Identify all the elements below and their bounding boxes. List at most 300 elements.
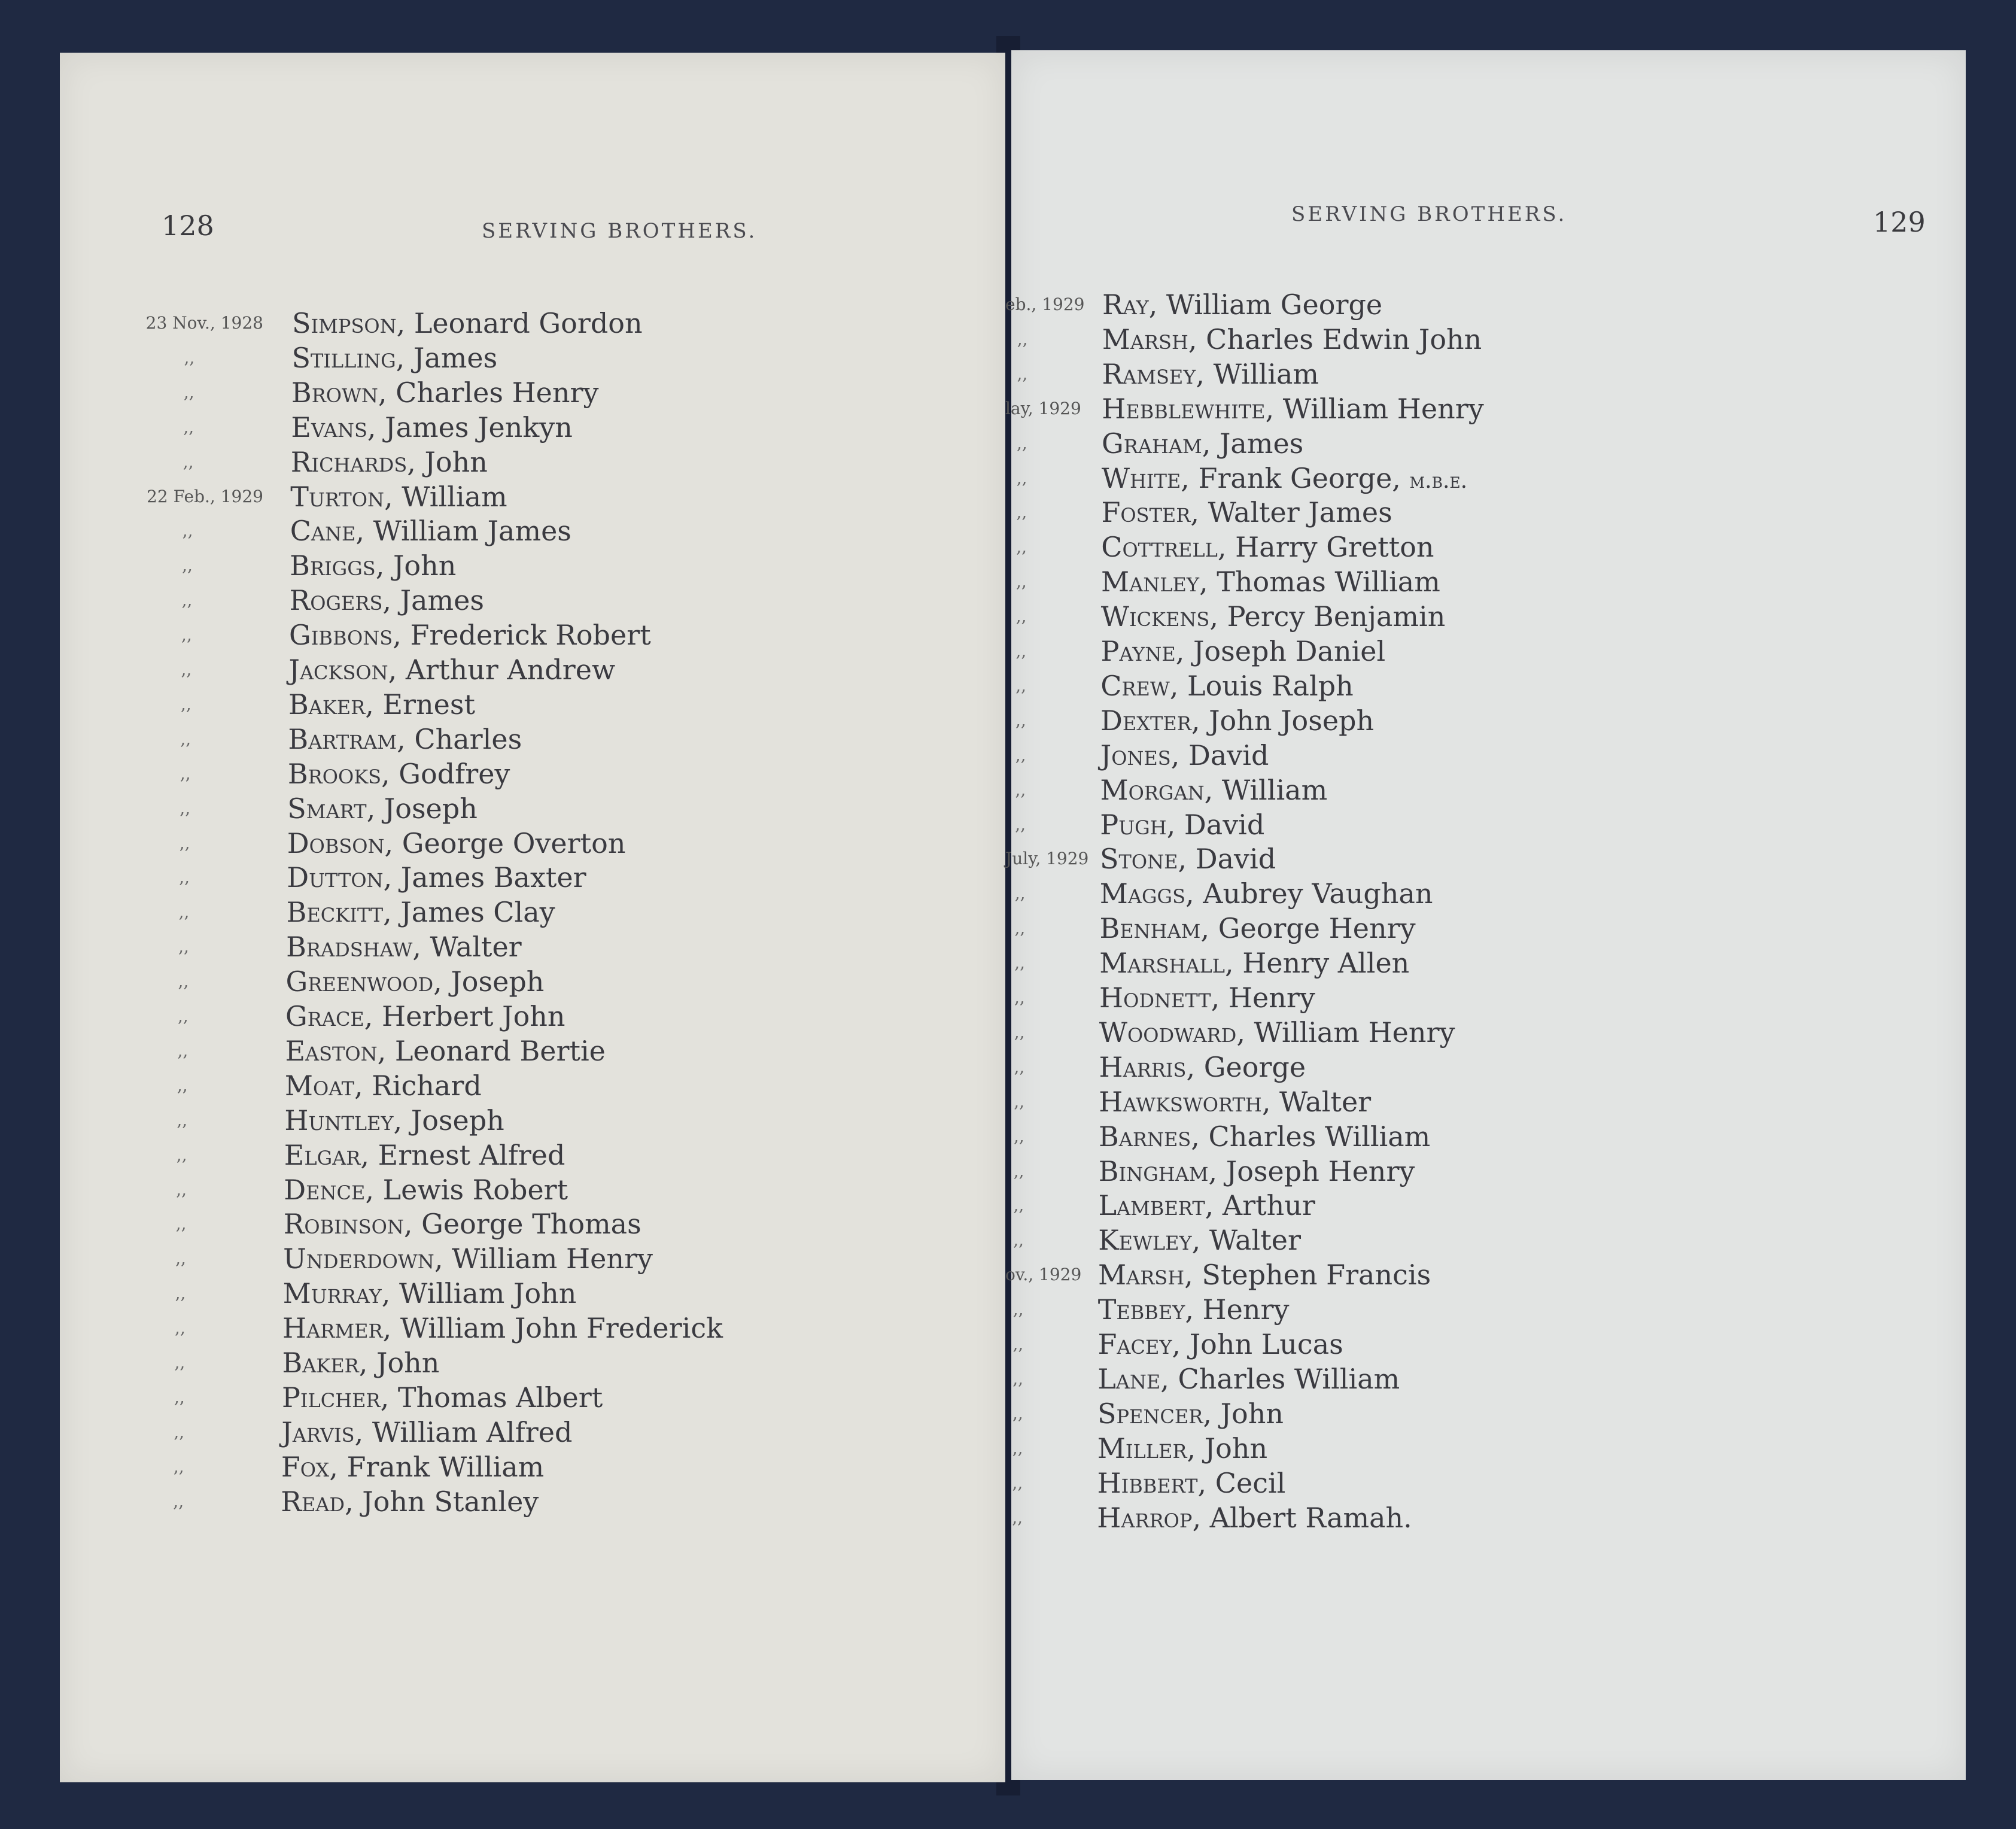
given-names: , William James (355, 515, 571, 548)
ditto-mark: ,, (1012, 1507, 1023, 1527)
surname: Dobson (287, 827, 385, 859)
surname: Baker (282, 1347, 359, 1379)
member-name (1100, 738, 1269, 773)
surname: Harris (1099, 1050, 1187, 1083)
surname: Brooks (287, 757, 382, 790)
given-names: , Louis Ralph (1169, 669, 1354, 702)
surname: Payne (1100, 635, 1176, 667)
list-item (60, 1345, 957, 1380)
surname: Read (281, 1485, 345, 1518)
surname: Rogers (289, 584, 383, 617)
given-names: , James (1202, 427, 1304, 460)
given-names: , Stephen Francis (1184, 1259, 1431, 1292)
surname: Jarvis (281, 1415, 355, 1448)
member-name (1097, 1431, 1267, 1466)
given-names: , William John (381, 1277, 577, 1310)
ditto-mark: ,, (1017, 329, 1028, 349)
ditto-mark: ,, (180, 798, 191, 818)
given-names: , David (1178, 843, 1276, 876)
ditto-mark: ,, (1014, 1056, 1025, 1077)
given-names: , Henry Allen (1225, 947, 1410, 980)
list-item (1005, 1257, 1909, 1292)
ditto-mark: ,, (1012, 1472, 1023, 1493)
surname: Stone (1100, 843, 1178, 876)
given-names: , David (1166, 808, 1265, 841)
given-names: , Leonard Bertie (377, 1034, 606, 1067)
ditto-mark: ,, (1016, 537, 1027, 557)
member-name (281, 1415, 572, 1450)
list-item (60, 1380, 957, 1415)
entry-date: ov., 1929 (1005, 1265, 1082, 1285)
member-name (287, 791, 478, 826)
ditto-mark: ,, (173, 1456, 184, 1476)
given-names: , Albert Ramah. (1192, 1501, 1412, 1534)
member-name (290, 548, 456, 583)
member-name (284, 1138, 565, 1172)
list-item (60, 1138, 957, 1172)
member-name (281, 1484, 539, 1519)
list-item (60, 1068, 957, 1103)
member-name (1099, 1119, 1430, 1154)
list-item (1011, 322, 1909, 357)
list-item (60, 375, 957, 410)
list-item (60, 895, 957, 929)
member-name (1102, 322, 1482, 357)
member-name (291, 445, 488, 479)
given-names: , James (396, 341, 498, 374)
ditto-mark: ,, (175, 1318, 186, 1338)
surname: Foster (1101, 496, 1191, 529)
given-names: , Thomas William (1199, 566, 1440, 598)
member-name (1100, 876, 1433, 911)
surname: Kewley (1098, 1224, 1192, 1257)
member-name (288, 722, 522, 756)
list-item (60, 514, 957, 548)
given-names: , Walter (412, 931, 522, 964)
surname: Greenwood (285, 965, 434, 998)
member-name (288, 756, 510, 791)
list-item (1011, 738, 1909, 773)
list-item (60, 687, 957, 722)
member-name (286, 929, 522, 964)
given-names: , William Henry (1265, 392, 1484, 425)
ditto-mark: ,, (177, 1075, 188, 1095)
member-name (1102, 357, 1319, 391)
member-name (287, 860, 586, 895)
member-name (1097, 1500, 1412, 1535)
ditto-mark: ,, (1012, 1299, 1024, 1320)
list-item (1011, 1500, 1909, 1535)
member-name (1102, 391, 1483, 426)
list-item (1011, 357, 1909, 391)
surname: Fox (281, 1450, 330, 1483)
list-item (60, 860, 957, 895)
given-names: , Walter (1261, 1085, 1372, 1118)
given-names: , Harry Gretton (1217, 531, 1434, 564)
given-names: , Walter James (1190, 496, 1392, 529)
given-names: , Arthur Andrew (388, 654, 616, 686)
given-names: , George Overton (384, 827, 626, 859)
list-item (60, 652, 957, 687)
given-names: , John Joseph (1191, 704, 1375, 737)
given-names: , David (1170, 739, 1269, 771)
ditto-mark: ,, (1012, 1403, 1023, 1423)
given-names: , John Stanley (345, 1485, 539, 1518)
ditto-mark: ,, (175, 1283, 186, 1304)
surname: Turton (290, 480, 385, 513)
surname: Graham (1102, 427, 1202, 460)
list-item (60, 1276, 957, 1311)
surname: Marsh (1102, 323, 1188, 356)
member-name (1097, 1466, 1286, 1500)
member-name (282, 1380, 603, 1415)
list-item (1011, 599, 1909, 634)
surname: Marshall (1099, 947, 1225, 980)
list-item (60, 479, 957, 514)
surname: Pugh (1100, 808, 1167, 841)
member-name (1100, 703, 1374, 738)
list-item (60, 929, 957, 964)
surname: Wickens (1100, 600, 1210, 633)
list-item (60, 1103, 957, 1138)
member-name (282, 1345, 440, 1380)
given-names: , Godfrey (381, 757, 510, 790)
member-name (291, 341, 497, 375)
given-names: , Frank William (329, 1450, 545, 1483)
member-name (283, 1276, 577, 1311)
list-item (1011, 1223, 1909, 1257)
ditto-mark: ,, (1015, 606, 1027, 627)
ditto-mark: ,, (181, 590, 193, 610)
surname: Tebbey (1097, 1293, 1185, 1326)
ditto-mark: ,, (1012, 1438, 1023, 1458)
list-item (60, 1207, 957, 1241)
surname: Grace (285, 1000, 364, 1032)
member-name (289, 652, 616, 687)
given-names: , William (1204, 773, 1328, 806)
surname: Simpson (292, 307, 397, 339)
surname: Lambert (1098, 1189, 1205, 1222)
ditto-mark: ,, (184, 347, 195, 367)
given-names: , Joseph (393, 1104, 504, 1137)
list-item (60, 583, 957, 618)
given-names: , William Henry (1236, 1016, 1455, 1049)
member-name (1101, 530, 1434, 564)
ditto-mark: ,, (178, 971, 189, 992)
ditto-mark: ,, (183, 451, 194, 472)
list-item (1011, 564, 1909, 599)
member-name (1101, 634, 1386, 669)
list-item (1005, 391, 1909, 426)
ditto-mark: ,, (182, 555, 193, 576)
list-item (60, 1172, 957, 1207)
member-name (290, 479, 507, 514)
list-item (1011, 946, 1909, 980)
ditto-mark: ,, (179, 867, 190, 888)
surname: Moat (284, 1069, 354, 1102)
given-names: , William George (1148, 288, 1383, 321)
ditto-mark: ,, (178, 902, 190, 922)
member-name (1099, 1050, 1306, 1084)
member-name (1101, 599, 1446, 634)
surname: Harmer (282, 1312, 383, 1345)
list-item (1005, 287, 1909, 322)
surname: Cane (290, 515, 356, 548)
given-names: , Joseph Henry (1208, 1154, 1415, 1187)
surname: Hibbert (1097, 1466, 1198, 1499)
given-names: , Richard (354, 1069, 482, 1102)
given-names: , James Baxter (383, 861, 586, 894)
left-page (60, 53, 1005, 1782)
list-item (60, 618, 957, 652)
surname: Ramsey (1102, 357, 1196, 390)
list-item (1011, 980, 1909, 1015)
ditto-mark: ,, (1015, 814, 1026, 834)
ditto-mark: ,, (183, 382, 194, 402)
list-item (1011, 1188, 1909, 1223)
member-name (1100, 807, 1264, 842)
surname: Stilling (291, 341, 396, 374)
ditto-mark: ,, (1012, 1334, 1024, 1354)
given-names: , Henry (1185, 1293, 1290, 1326)
ditto-mark: ,, (1015, 641, 1027, 661)
surname: Barnes (1099, 1120, 1191, 1153)
list-item (60, 964, 957, 999)
surname: Dutton (287, 861, 384, 894)
member-name (1099, 1154, 1415, 1189)
surname: Crew (1100, 669, 1170, 702)
ditto-mark: ,, (180, 728, 191, 749)
member-name (1102, 287, 1382, 322)
surname: Hodnett (1099, 982, 1211, 1014)
surname: Gibbons (289, 619, 393, 652)
given-names: , Lewis Robert (365, 1173, 568, 1206)
member-name (284, 1172, 568, 1207)
ditto-mark: ,, (1013, 1195, 1024, 1216)
member-name (283, 1241, 653, 1276)
list-item (60, 1034, 957, 1068)
ditto-mark: ,, (177, 1110, 188, 1130)
list-item (1011, 1154, 1909, 1189)
list-item (1011, 1050, 1909, 1084)
surname: Woodward (1099, 1016, 1237, 1049)
list-item (1011, 911, 1909, 946)
list-item (60, 756, 957, 791)
ditto-mark: ,, (1014, 1126, 1024, 1146)
member-name (1102, 461, 1467, 499)
ditto-mark: ,, (1012, 1368, 1024, 1389)
surname: Huntley (284, 1104, 394, 1137)
given-names: , Ernest (365, 688, 475, 721)
list-item (1011, 876, 1909, 911)
surname: Lane (1097, 1362, 1161, 1395)
ditto-mark: ,, (1015, 745, 1026, 765)
surname: Ray (1102, 288, 1149, 321)
list-item (1011, 1431, 1909, 1466)
member-name (1100, 669, 1354, 703)
surname: Briggs (290, 549, 376, 582)
surname: Beckitt (286, 896, 384, 929)
surname: Hawksworth (1099, 1085, 1262, 1118)
given-names: , William Henry (434, 1242, 653, 1275)
member-name (290, 583, 484, 618)
given-names: , William John Frederick (382, 1312, 723, 1345)
member-name (1097, 1396, 1284, 1431)
surname: Morgan (1100, 773, 1205, 806)
ditto-mark: ,, (1013, 1230, 1024, 1250)
member-name (285, 999, 565, 1034)
member-name (1102, 426, 1303, 461)
given-names: , Leonard Gordon (396, 307, 643, 339)
member-name (1098, 1223, 1301, 1257)
list-item (1011, 807, 1909, 842)
list-item (1011, 634, 1909, 669)
surname: Facey (1097, 1328, 1172, 1360)
surname: White (1101, 461, 1181, 494)
member-name (290, 514, 571, 548)
ditto-mark: ,, (1017, 433, 1027, 453)
list-item (60, 1311, 957, 1345)
ditto-mark: ,, (176, 1144, 187, 1165)
member-name (291, 410, 573, 445)
given-names: , Thomas Albert (380, 1381, 603, 1414)
surname: Baker (288, 688, 366, 721)
list-item (60, 1241, 957, 1276)
member-name (284, 1207, 641, 1241)
surname: Marsh (1098, 1259, 1185, 1292)
right-page (1005, 50, 1966, 1780)
surname: Bradshaw (286, 931, 413, 964)
list-item (1011, 1396, 1909, 1431)
member-name (1102, 495, 1392, 530)
list-item (1011, 426, 1909, 461)
ditto-mark: ,, (174, 1387, 185, 1407)
member-name (1098, 1292, 1290, 1327)
ditto-mark: ,, (180, 694, 191, 714)
surname: Robinson (283, 1208, 404, 1241)
given-names: , Charles William (1160, 1362, 1400, 1395)
member-name (1099, 980, 1315, 1015)
member-name (1097, 1362, 1400, 1396)
member-name (1099, 1015, 1455, 1050)
member-name (287, 895, 555, 929)
ditto-mark: ,, (1014, 1091, 1025, 1111)
list-item (60, 1415, 957, 1450)
member-name (288, 687, 475, 722)
surname: Harrop (1097, 1501, 1193, 1534)
ditto-mark: ,, (173, 1491, 184, 1511)
ditto-mark: ,, (176, 1179, 187, 1199)
surname: Richards (290, 445, 408, 478)
ditto-mark: ,, (181, 660, 192, 679)
ditto-mark: ,, (180, 763, 191, 783)
surname: Elgar (284, 1138, 361, 1171)
list-item (60, 548, 957, 583)
list-item (1011, 1084, 1909, 1119)
given-names: , George Henry (1200, 912, 1416, 945)
given-names: , Frank George, (1181, 461, 1410, 494)
surname: Miller (1097, 1432, 1187, 1465)
member-name (1100, 911, 1416, 946)
surname: Maggs (1099, 877, 1186, 910)
given-names: , Herbert John (364, 1000, 565, 1032)
list-item (1011, 669, 1909, 703)
ditto-mark: ,, (1016, 467, 1027, 488)
ditto-mark: ,, (174, 1421, 185, 1442)
list-item (1011, 1362, 1909, 1396)
entry-date: July, 1929 (1005, 849, 1089, 869)
ditto-mark: ,, (178, 1006, 188, 1026)
surname: Spencer (1097, 1397, 1203, 1430)
ditto-mark: ,, (1016, 572, 1027, 592)
ditto-mark: ,, (1015, 675, 1027, 695)
member-name (281, 1450, 544, 1484)
page-number: 129 (1873, 206, 1926, 238)
list-item (60, 306, 957, 341)
given-names: , John (375, 549, 457, 582)
given-names: , Percy Benjamin (1209, 600, 1446, 633)
list-item (60, 999, 957, 1034)
member-name (285, 1068, 482, 1103)
given-names: , John (358, 1347, 440, 1379)
member-name (285, 1034, 605, 1068)
surname: Easton (285, 1034, 378, 1067)
ditto-mark: ,, (1017, 363, 1028, 384)
ditto-mark: ,, (1016, 502, 1027, 522)
surname: Bartram (288, 722, 397, 755)
ditto-mark: ,, (177, 1040, 188, 1061)
list-item (1011, 1119, 1909, 1154)
ditto-mark: ,, (1014, 953, 1026, 973)
list-item (60, 826, 957, 861)
ditto-mark: ,, (1014, 988, 1025, 1007)
list-item (1011, 773, 1909, 807)
member-name (1099, 946, 1409, 980)
given-names: , Henry (1211, 982, 1315, 1014)
surname: Manley (1101, 566, 1199, 598)
surname: Cottrell (1101, 531, 1218, 564)
given-names: , George (1186, 1050, 1306, 1083)
given-names: , Cecil (1197, 1466, 1286, 1499)
surname: Jones (1100, 739, 1171, 771)
given-names: , Joseph (433, 965, 545, 998)
surname: Benham (1099, 912, 1201, 945)
given-names: , Walter (1191, 1224, 1301, 1257)
surname: Brown (291, 376, 378, 409)
ditto-mark: ,, (1015, 779, 1026, 800)
ditto-mark: ,, (181, 625, 192, 645)
surname: Underdown (283, 1242, 434, 1275)
list-item (1011, 703, 1909, 738)
ditto-mark: ,, (179, 833, 190, 853)
given-names: , Joseph (366, 792, 478, 825)
surname: Murray (282, 1277, 382, 1310)
list-item (1011, 530, 1909, 564)
list-item (1011, 1327, 1909, 1362)
given-names: , Ernest Alfred (360, 1138, 565, 1171)
list-item (60, 341, 957, 375)
list-item (1011, 1292, 1909, 1327)
given-names: , John (1187, 1432, 1268, 1465)
ditto-mark: ,, (175, 1248, 186, 1269)
given-names: , Joseph Daniel (1175, 635, 1386, 667)
given-names: , Charles Edwin John (1188, 323, 1482, 356)
given-names: , Charles William (1191, 1120, 1431, 1153)
list-item (60, 410, 957, 445)
member-name (287, 826, 626, 861)
surname: Bingham (1098, 1154, 1209, 1187)
given-names: , James Clay (383, 896, 555, 929)
